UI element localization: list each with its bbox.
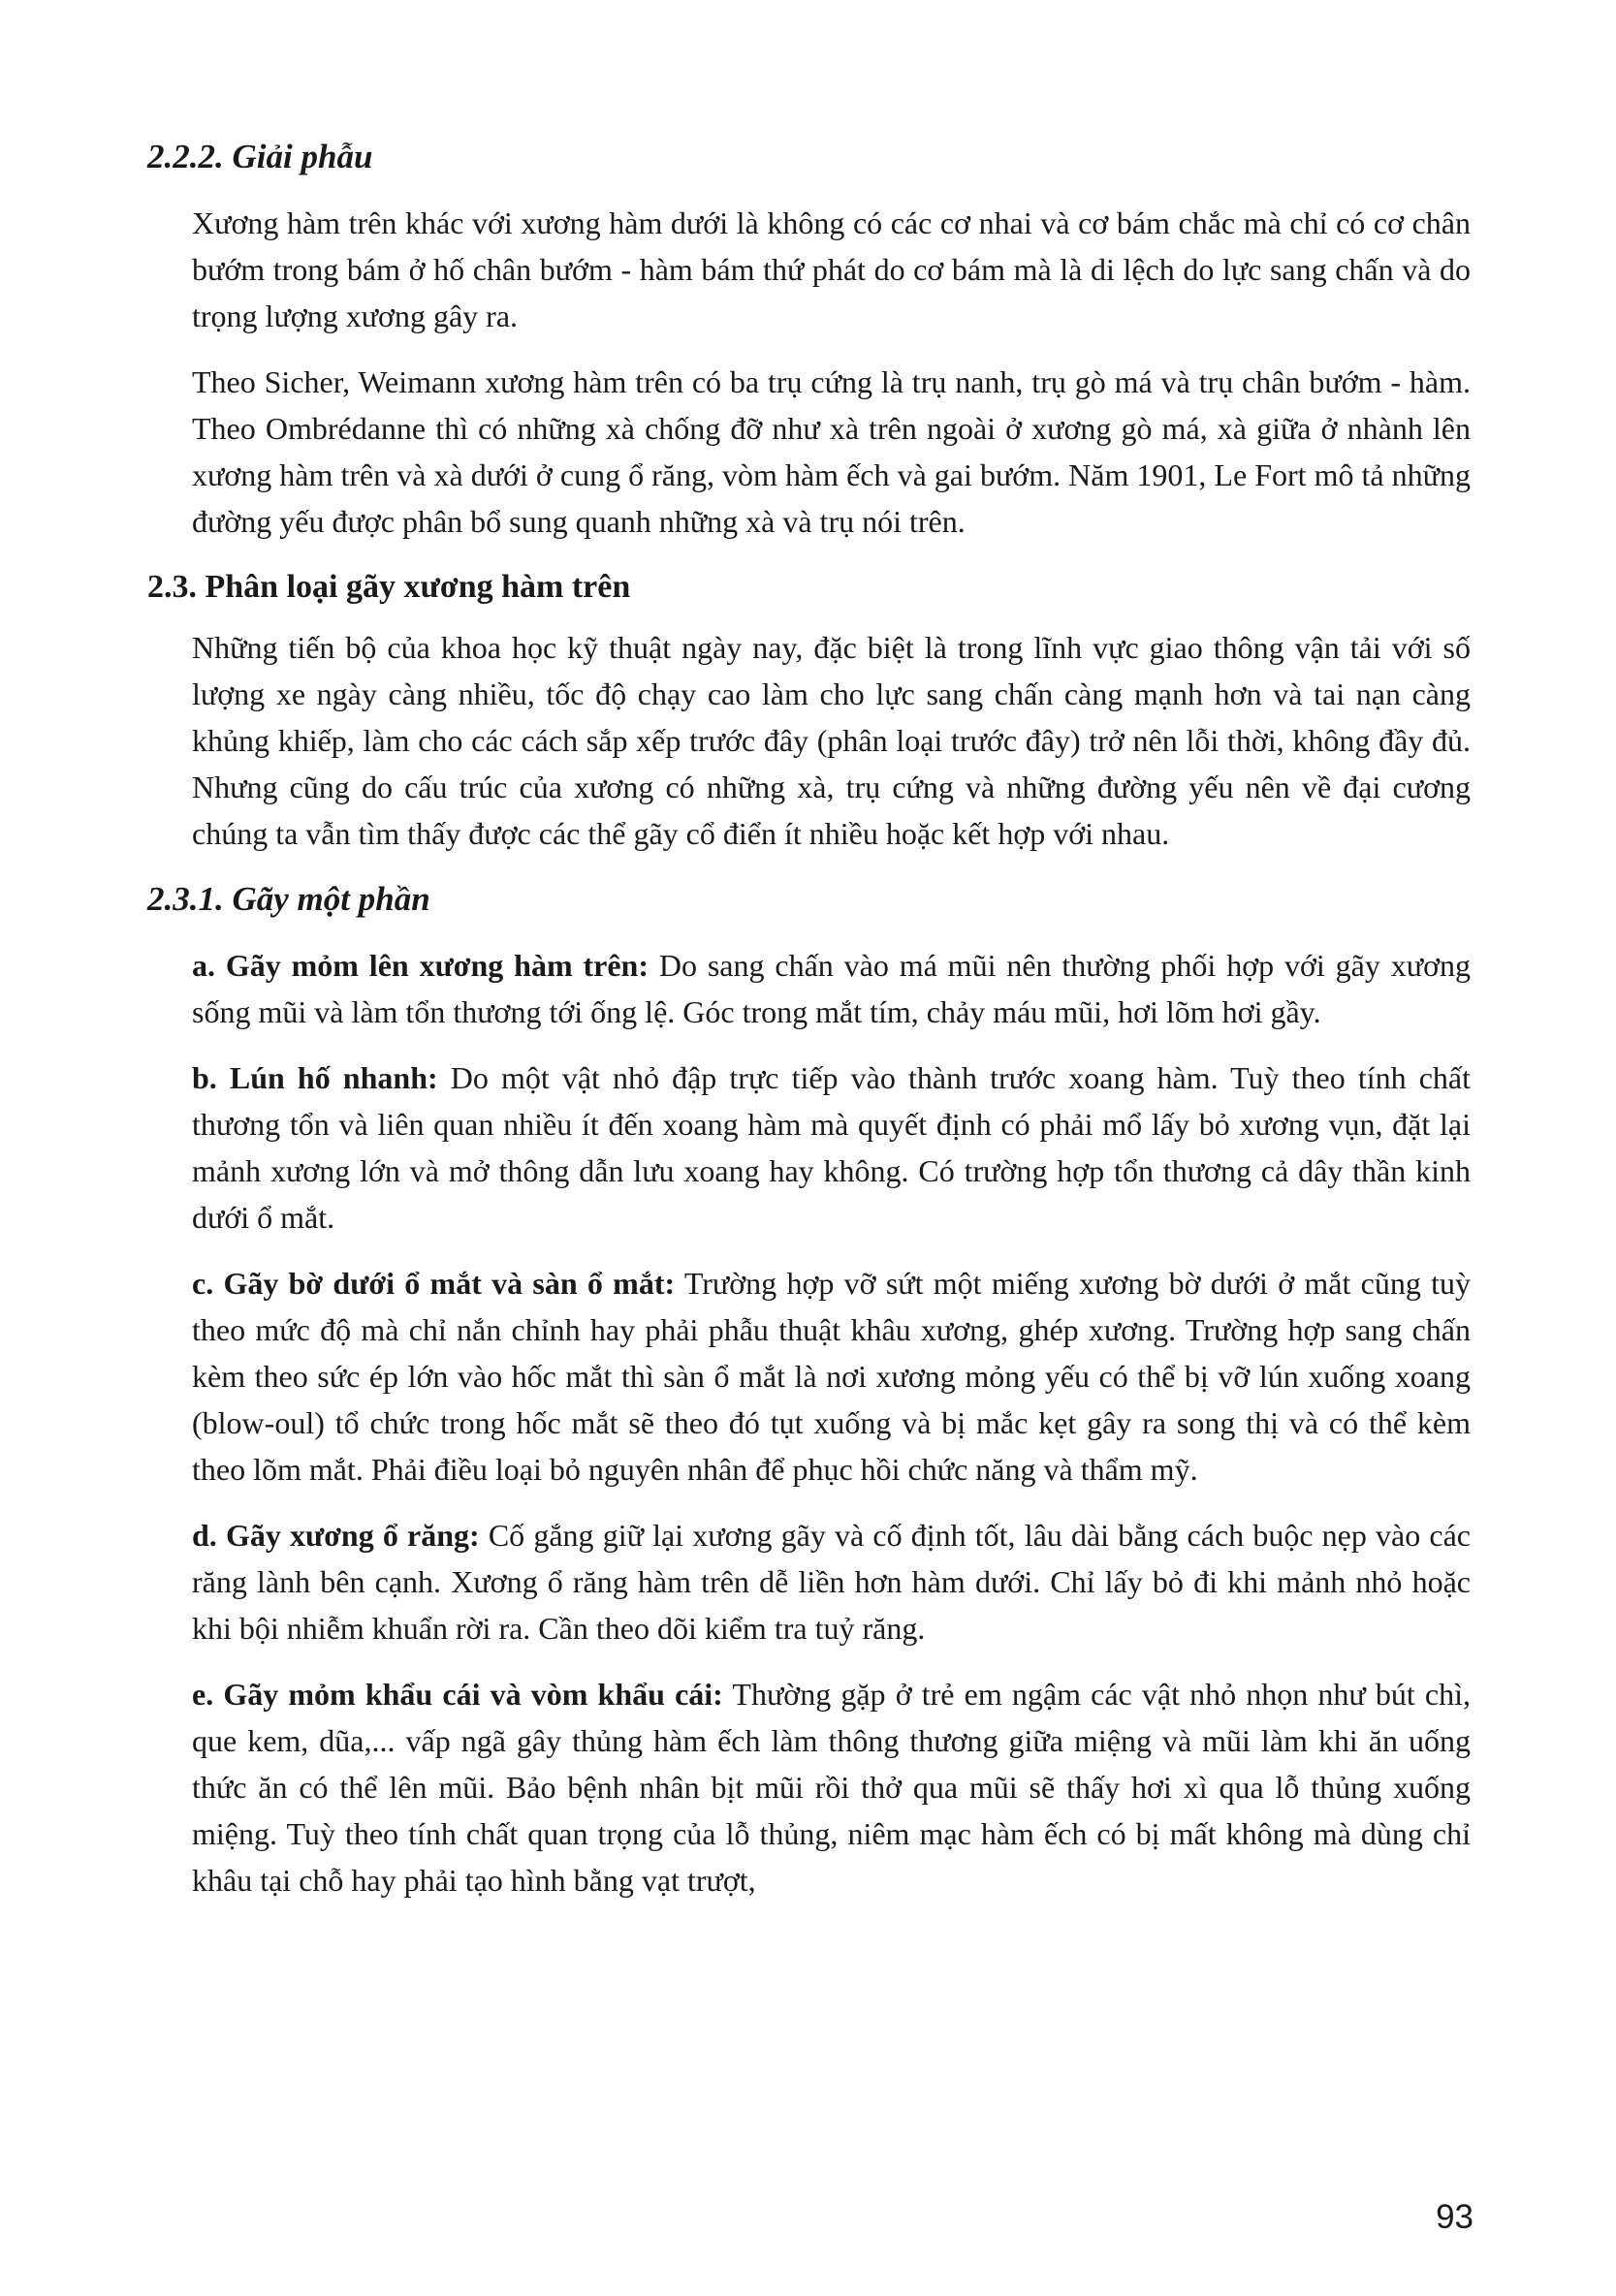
item-c-lead: c. Gãy bờ dưới ổ mắt và sàn ổ mắt: xyxy=(192,1266,676,1301)
item-d xyxy=(147,1512,1471,1651)
item-a-text: Do sang chấn vào má mũi nên thường phối hợp với gãy xương sống mũi và làm tổn thương tới ống lệ. Góc trong mắt tím, chảy máu mũi, hơi lõm hơi gầy. xyxy=(192,948,1472,1029)
paragraph-anatomy-2: Theo Sicher, Weimann xương hàm trên có ba trụ cứng là trụ nanh, trụ gò má và trụ chân bướm - hàm. Theo Ombrédanne thì có những xà chống đỡ như xà trên ngoài ở xương gò má, xà giữa ở nhành lên xương hàm trên và xà dưới ở cung ổ răng, vòm hàm ếch và gai bướm. Năm 1901, Le Fort mô tả những đường yếu được phân bổ sung quanh những xà và trụ nói trên. xyxy=(192,364,1471,539)
paragraph-classification: Những tiến bộ của khoa học kỹ thuật ngày nay, đặc biệt là trong lĩnh vực giao thông vận tải với số lượng xe ngày càng nhiều, tốc độ chạy cao làm cho lực sang chấn càng mạnh hơn và tai nạn càng khủng khiếp, làm cho các cách sắp xếp trước đây (phân loại trước đây) trở nên lỗi thời, không đầy đủ. Nhưng cũng do cấu trúc của xương có những xà, trụ cứng và những đường yếu nên về đại cương chúng ta vẫn tìm thấy được các thể gãy cổ điển ít nhiều hoặc kết hợp với nhau. xyxy=(192,630,1471,851)
item-b-lead: b. Lún hố nhanh: xyxy=(192,1060,438,1095)
heading-2-3: 2.3. Phân loại gãy xương hàm trên xyxy=(147,569,631,605)
paragraph-anatomy-1: Xương hàm trên khác với xương hàm dưới là không có các cơ nhai và cơ bám chắc mà chỉ có cơ chân bướm trong bám ở hố chân bướm - hàm bám thứ phát do cơ bám mà là di lệch do lực sang chấn và do trọng lượng xương gây ra. xyxy=(192,205,1471,333)
page-content xyxy=(147,134,1471,1923)
heading-2-3-1: 2.3.1. Gãy một phần xyxy=(147,880,430,918)
item-d-lead: d. Gãy xương ổ răng: xyxy=(192,1518,480,1553)
item-e xyxy=(147,1671,1471,1903)
item-e-lead: e. Gãy mỏm khẩu cái và vòm khẩu cái: xyxy=(192,1677,723,1712)
item-a xyxy=(147,942,1471,1035)
item-c-text: Trường hợp vỡ sứt một miếng xương bờ dưới ở mắt cũng tuỳ theo mức độ mà chỉ nắn chỉnh hay phải phẫu thuật khâu xương, ghép xương. Trường hợp sang chấn kèm theo sức ép lớn vào hốc mắt thì sàn ổ mắt là nơi xương mỏng yếu có thể bị vỡ lún xuống xoang (blow-oul) tổ chức trong hốc mắt sẽ theo đó tụt xuống và bị mắc kẹt gây ra song thị và có thể kèm theo lõm mắt. Phải điều loại bỏ nguyên nhân để phục hồi chức năng và thẩm mỹ. xyxy=(192,1266,1471,1487)
page-number: 93 xyxy=(1436,2198,1473,2236)
item-b-text: Do một vật nhỏ đập trực tiếp vào thành trước xoang hàm. Tuỳ theo tính chất thương tổn và liên quan nhiều ít đến xoang hàm mà quyết định có phải mổ lấy bỏ xương vụn, đặt lại mảnh xương lớn và mở thông dẫn lưu xoang hay không. Có trường hợp tổn thương cả dây thần kinh dưới ổ mắt. xyxy=(192,1060,1472,1235)
item-d-text: Cố gắng giữ lại xương gãy và cố định tốt, lâu dài bằng cách buộc nẹp vào các răng lành bên cạnh. Xương ổ răng hàm trên dễ liền hơn hàm dưới. Chỉ lấy bỏ đi khi mảnh nhỏ hoặc khi bội nhiễm khuẩn rời ra. Cần theo dõi kiểm tra tuỷ răng. xyxy=(192,1518,1472,1646)
heading-2-2-2: 2.2.2. Giải phẫu xyxy=(147,138,373,175)
item-e-text: Thường gặp ở trẻ em ngậm các vật nhỏ nhọn như bút chì, que kem, dũa,... vấp ngã gây thủng hàm ếch làm thông thương giữa miệng và mũi làm khi ăn uống thức ăn có thể lên mũi. Bảo bệnh nhân bịt mũi rồi thở qua mũi sẽ thấy hơi xì qua lỗ thủng xuống miệng. Tuỳ theo tính chất quan trọng của lỗ thủng, niêm mạc hàm ếch có bị mất không mà dùng chỉ khâu tại chỗ hay phải tạo hình bằng vạt trượt, xyxy=(192,1677,1472,1898)
item-c xyxy=(147,1260,1471,1493)
item-b xyxy=(147,1054,1471,1241)
item-a-lead: a. Gãy mỏm lên xương hàm trên: xyxy=(192,948,649,983)
